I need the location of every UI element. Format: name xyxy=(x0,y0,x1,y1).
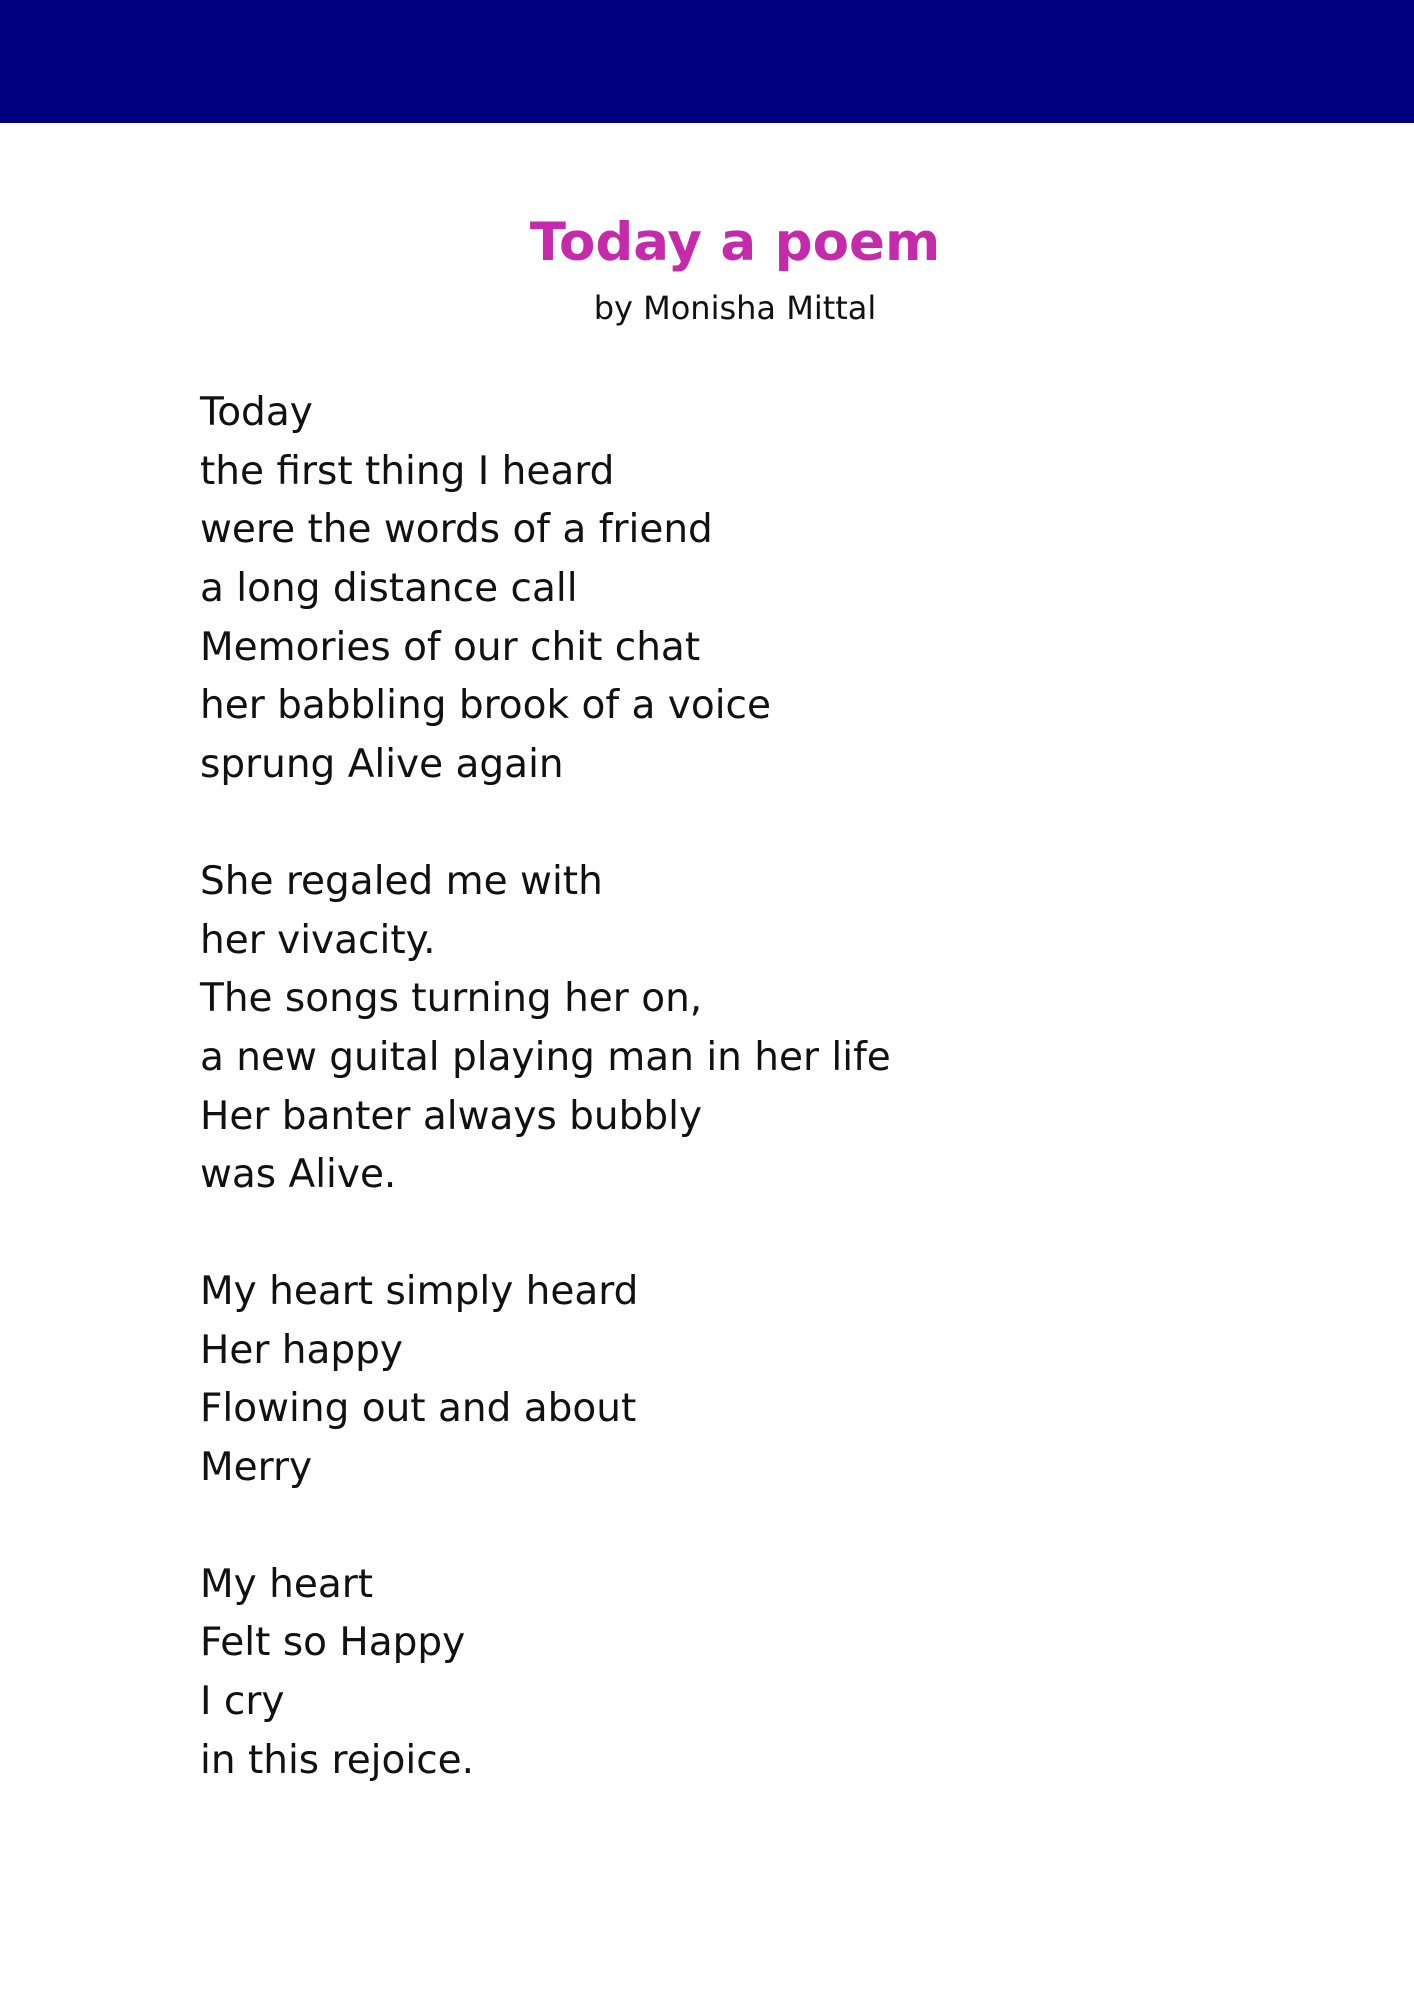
poem-line: Today xyxy=(200,390,313,435)
poem-stanza-1 xyxy=(200,384,1300,795)
poem-line: Her happy xyxy=(200,1327,403,1373)
poem-line: The songs turning her on, xyxy=(200,976,703,1022)
poem-byline: by Monisha Mittal xyxy=(593,289,877,327)
poem-title: Today a poem xyxy=(529,212,941,273)
stanza-break xyxy=(200,1205,1300,1263)
poem-body xyxy=(200,384,1300,1790)
poem-line: sprung Alive again xyxy=(200,742,564,788)
poem-line: Merry xyxy=(200,1445,313,1490)
poem-stanza-3 xyxy=(200,1263,1300,1498)
poem-line: her vivacity. xyxy=(200,917,436,963)
header-bar xyxy=(0,0,1414,123)
poem-line: the first thing I heard xyxy=(200,448,615,494)
poem-line: My heart xyxy=(200,1561,374,1607)
poem-line: She regaled me with xyxy=(200,858,603,904)
stanza-break xyxy=(200,1498,1300,1556)
poem-stanza-2 xyxy=(200,853,1300,1205)
stanza-break xyxy=(200,795,1300,853)
poem-line: in this rejoice. xyxy=(200,1737,475,1783)
poem-line: was Alive. xyxy=(200,1152,397,1198)
poem-line: Felt so Happy xyxy=(200,1620,466,1666)
poem-line: a new guital playing man in her life xyxy=(200,1034,891,1080)
poem-line: were the words of a friend xyxy=(200,507,713,553)
poem-line: Her banter always bubbly xyxy=(200,1093,703,1139)
poem-line: Memories of our chit chat xyxy=(200,624,701,670)
poem-line: a long distance call xyxy=(200,566,578,612)
poem-line: her babbling brook of a voice xyxy=(200,683,771,729)
poem-line: My heart simply heard xyxy=(200,1268,639,1314)
poem-line: I cry xyxy=(200,1679,285,1725)
poem-stanza-4 xyxy=(200,1556,1300,1791)
poem-line: Flowing out and about xyxy=(200,1386,637,1432)
